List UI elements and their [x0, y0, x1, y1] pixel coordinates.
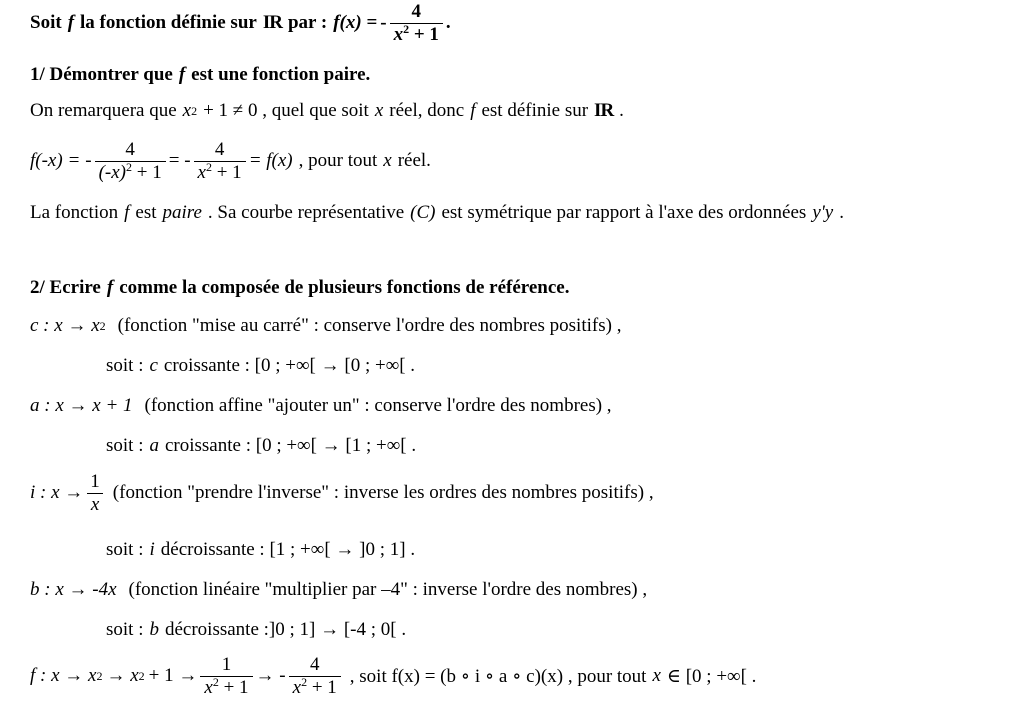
denominator	[390, 23, 443, 45]
var-x: x	[197, 161, 206, 183]
axis-label: y'y	[812, 202, 834, 223]
math-expression: c : x → x	[30, 315, 100, 336]
function-f: f	[67, 12, 75, 34]
text: (fonction affine "ajouter un" : conserve l'ordre des nombres) ,	[144, 395, 612, 416]
period: .	[839, 202, 844, 223]
question-2-heading	[30, 277, 569, 299]
text: Soit	[30, 12, 62, 34]
fraction	[390, 2, 443, 45]
q1-domain-line: On remarquera que x 2 + 1 ≠ 0 , quel que soit x réel, donc f est définie sur IR .	[30, 100, 624, 121]
var-x: x	[383, 150, 392, 172]
text: , pour tout	[298, 150, 378, 172]
period: .	[445, 12, 451, 34]
text: est une fonction paire.	[191, 64, 371, 85]
text: est	[135, 202, 157, 223]
denominator	[200, 676, 252, 698]
q1-conclusion	[30, 202, 844, 224]
text: soit :	[106, 619, 144, 640]
equals: = -	[168, 150, 191, 172]
numerator: 1	[221, 654, 232, 675]
math-expression: a : x → x + 1	[30, 395, 133, 416]
numerator: 4	[214, 139, 225, 160]
var-x: x	[393, 23, 404, 45]
var-x: x	[182, 100, 192, 121]
reals-symbol: IR	[262, 12, 282, 34]
text: , soit f(x) = (b ∘ i ∘ a ∘ c)(x) , pour tout	[349, 665, 647, 687]
function-f: f	[124, 202, 130, 223]
text: ∈ [0 ; +∞[ .	[666, 665, 757, 687]
keyword-paire: paire	[162, 202, 202, 223]
var-x: x	[292, 676, 302, 698]
text: + 1 →	[148, 665, 198, 687]
text: soit :	[106, 355, 144, 376]
numerator: 4	[309, 654, 320, 675]
fraction	[200, 655, 252, 698]
function-b: b	[149, 619, 159, 640]
text: décroissante :]0 ; 1] → [-4 ; 0[ .	[164, 619, 407, 640]
exponent: 2	[212, 674, 219, 689]
denominator	[194, 161, 246, 183]
soit-i	[106, 539, 415, 561]
function-a: a	[149, 435, 159, 456]
text: réel, donc	[389, 100, 465, 121]
text: par :	[287, 12, 328, 34]
text: 1/ Démontrer que	[30, 64, 173, 85]
fraction	[86, 472, 104, 515]
function-expression: f(-x) =	[30, 150, 81, 172]
soit-b	[106, 619, 406, 641]
var-x: x	[374, 100, 384, 121]
minus-sign: -	[380, 12, 387, 34]
text: soit :	[106, 435, 144, 456]
text: la fonction définie sur	[80, 12, 257, 34]
period: .	[619, 100, 624, 121]
text: + 1	[216, 161, 242, 183]
def-a	[30, 395, 612, 417]
q1-parity-computation	[30, 140, 431, 183]
denominator: x	[87, 493, 103, 515]
var-neg-x: (-x)	[98, 161, 127, 183]
text: (fonction linéaire "multiplier par –4" : inverse l'ordre des nombres) ,	[128, 579, 648, 600]
text: + 1	[136, 161, 162, 183]
function-expression: f(x) =	[333, 12, 378, 34]
text: décroissante : [1 ; +∞[ → ]0 ; 1] .	[160, 539, 416, 560]
var-x: x	[204, 676, 213, 698]
exponent: 2	[403, 21, 410, 36]
text: (fonction "prendre l'inverse" : inverse les ordres des nombres positifs) ,	[112, 482, 654, 504]
text: croissante : [0 ; +∞[ → [0 ; +∞[ .	[163, 355, 416, 376]
reals-symbol: IR	[594, 100, 614, 121]
exponent: 2	[301, 674, 308, 689]
text: comme la composée de plusieurs fonctions de référence.	[119, 277, 570, 298]
math-expression: b : x → -4x	[30, 579, 117, 600]
text: On remarquera que	[30, 100, 177, 121]
function-f: f	[470, 100, 476, 121]
text: croissante : [0 ; +∞[ → [1 ; +∞[ .	[164, 435, 417, 456]
minus-sign: -	[85, 150, 92, 172]
math-expression: i : x →	[30, 482, 84, 504]
math-expression: → x	[106, 665, 139, 687]
text: est symétrique par rapport à l'axe des ordonnées	[441, 202, 807, 223]
def-i	[30, 472, 654, 515]
curve-label: (C)	[410, 202, 436, 223]
var-x: x	[652, 665, 661, 687]
text: 2/ Ecrire	[30, 277, 101, 298]
text: réel.	[397, 150, 431, 172]
fraction	[289, 655, 341, 698]
text: est définie sur	[481, 100, 589, 121]
soit-c	[106, 355, 415, 377]
numerator: 1	[90, 471, 100, 492]
text: soit :	[106, 539, 144, 560]
fraction	[194, 140, 246, 183]
exponent: 2	[205, 159, 212, 174]
def-b	[30, 579, 647, 601]
function-f: f	[178, 64, 186, 85]
text: La fonction	[30, 202, 119, 223]
denominator	[289, 676, 341, 698]
text: . Sa courbe représentative	[207, 202, 405, 223]
composition-line: f : x → x 2 → x 2 + 1 → $\frac{1}{x^2 + 1}$ → - $\frac{4}{x^2 + 1}$ , soit f(x) = (b ∘ i ∘ a ∘ c)(x) , pour tout x ∈ [0 ; +∞[ .	[30, 654, 757, 698]
function-c: c	[149, 355, 158, 376]
function-f: f	[106, 277, 114, 298]
text: (fonction "mise au carré" : conserve l'ordre des nombres positifs) ,	[117, 315, 622, 336]
function-expression: = f(x)	[248, 150, 293, 172]
fraction	[95, 140, 166, 183]
text: + 1	[311, 676, 337, 698]
text: + 1	[223, 676, 249, 698]
denominator	[95, 161, 166, 183]
text: → -	[255, 665, 286, 687]
numerator: 4	[125, 139, 135, 160]
numerator: 4	[411, 1, 421, 22]
math-expression: f : x → x	[30, 665, 97, 687]
def-c: c : x → x 2 (fonction "mise au carré" : conserve l'ordre des nombres positifs) ,	[30, 315, 622, 336]
question-1-heading	[30, 64, 370, 86]
function-i: i	[149, 539, 155, 560]
problem-statement	[30, 2, 451, 45]
text: + 1	[413, 23, 439, 45]
soit-a	[106, 435, 416, 457]
text: + 1 ≠ 0 , quel que soit	[203, 100, 369, 121]
exponent: 2	[126, 159, 133, 174]
